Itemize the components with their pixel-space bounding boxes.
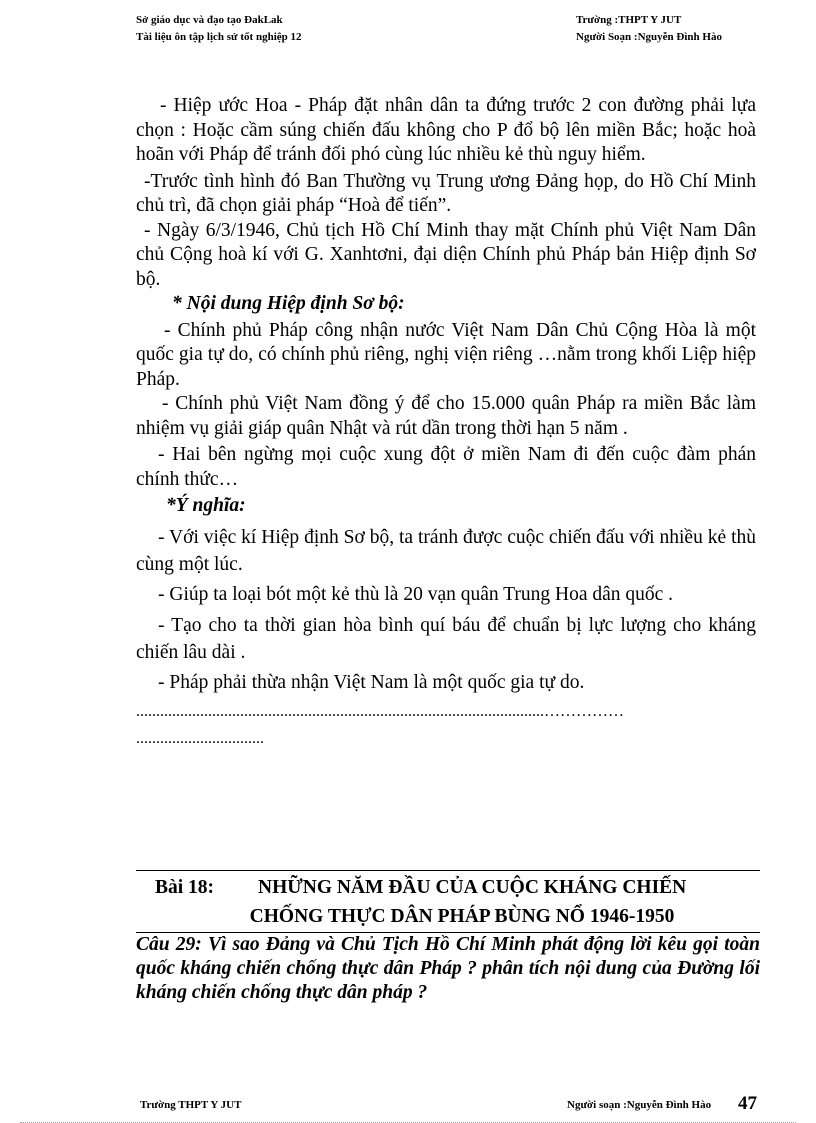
paragraph: - Ngày 6/3/1946, Chủ tịch Hồ Chí Minh thay mặt Chính phủ Việt Nam Dân chủ Cộng hoà kí với G. Xanhtơni, đại diện Chính phủ Pháp bản Hiệp định Sơ bộ. — [136, 219, 756, 290]
header-department: Sở giáo dục và đạo tạo ĐakLak — [136, 14, 283, 26]
footer-author: Người soạn :Nguyễn Đình Hào — [567, 1099, 712, 1111]
paragraph: - Pháp phải thừa nhận Việt Nam là một quốc gia tự do. — [158, 672, 585, 693]
paragraph: - Chính phủ Việt Nam đồng ý để cho 15.000 quân Pháp ra miền Bắc làm nhiệm vụ giải giáp quân Nhật và rút dần trong thời hạn 5 năm . — [136, 393, 756, 439]
lesson-number: Bài 18: — [155, 877, 215, 898]
header-school: Trường :THPT Y JUT — [576, 14, 682, 26]
header-document-title: Tài liệu ôn tập lịch sử tốt nghiệp 12 — [136, 31, 302, 43]
lesson-heading — [136, 873, 760, 931]
lesson-title-line2: CHỐNG THỰC DÂN PHÁP BÙNG NỔ 1946-1950 — [249, 906, 675, 927]
paragraph: - Hai bên ngừng mọi cuộc xung đột ở miền Nam đi đến cuộc đàm phán chính thức… — [136, 444, 756, 490]
header-author: Người Soạn :Nguyễn Đình Hào — [576, 31, 722, 43]
paragraph: - Với việc kí Hiệp định Sơ bộ, ta tránh được cuộc chiến đấu với nhiều kẻ thù cùng một lúc. — [136, 526, 756, 575]
paragraph: - Hiệp ước Hoa - Pháp đặt nhân dân ta đứng trước 2 con đường phải lựa chọn : Hoặc cầm súng chiến đấu không cho P đổ bộ lên miền Bắc; hoặc hoà hoãn với Pháp để tránh đối phó cùng lúc nhiều kẻ thù nguy hiểm. — [136, 95, 756, 165]
dotted-line: ................................ — [136, 729, 264, 747]
page-number: 47 — [738, 1093, 757, 1114]
lesson-title-line1: NHỮNG NĂM ĐẦU CỦA CUỘC KHÁNG CHIẾN — [258, 877, 687, 898]
section-heading-significance: *Ý nghĩa: — [166, 495, 246, 516]
paragraph: - Chính phủ Pháp công nhận nước Việt Nam Dân Chủ Cộng Hòa là một quốc gia tự do, có chính phủ riêng, nghị viện riêng …nằm trong khối Liệp hiệp Pháp. — [136, 319, 756, 390]
question-29: Câu 29: Vì sao Đảng và Chủ Tịch Hồ Chí Minh phát động lời kêu gọi toàn quốc kháng chiến chống thực dân Pháp ? phân tích nội dung của Đường lối kháng chiến chống thực dân pháp ? — [136, 934, 760, 1003]
paragraph: - Giúp ta loại bót một kẻ thù là 20 vạn quân Trung Hoa dân quốc . — [158, 583, 674, 605]
section-heading-content: * Nội dung Hiệp định Sơ bộ: — [172, 293, 405, 314]
document-body — [136, 94, 756, 754]
footer-school: Trường THPT Y JUT — [140, 1099, 242, 1111]
dotted-line: ......................................................................................................…………… — [136, 702, 624, 720]
paragraph: -Trước tình hình đó Ban Thường vụ Trung ương Đảng họp, do Hồ Chí Minh chủ trì, đã chọn giải pháp “Hoà để tiến”. — [136, 170, 756, 216]
divider-top — [136, 870, 760, 871]
paragraph: - Tạo cho ta thời gian hòa bình quí báu để chuẩn bị lực lượng cho kháng chiến lâu dài . — [136, 615, 756, 663]
header-right — [576, 12, 722, 46]
header-left — [136, 12, 302, 46]
